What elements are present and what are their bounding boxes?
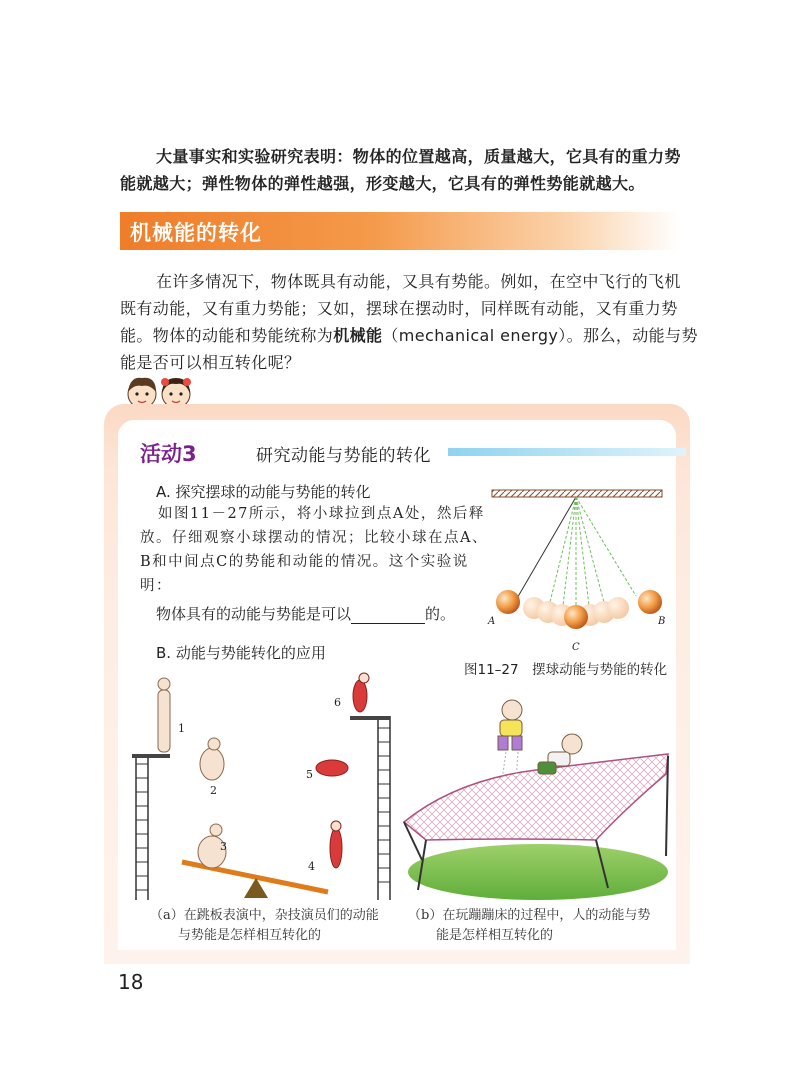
ball-position-c [564, 605, 588, 629]
section-title: 机械能的转化 [130, 221, 262, 245]
right-ladder [378, 716, 390, 900]
conclusion-prefix: 物体具有的动能与势能是可以 [156, 605, 352, 623]
left-ladder [136, 754, 148, 900]
springboard-figure [128, 668, 404, 902]
figure-a-caption [150, 906, 379, 946]
performer-number-2: 2 [210, 784, 217, 797]
jumping-child-1 [498, 700, 522, 750]
term-mechanical-energy: 机械能 [333, 326, 383, 345]
intro-paragraph [156, 143, 716, 170]
performer-number-3: 3 [220, 840, 227, 853]
pendulum-ceiling [492, 490, 662, 497]
paragraph-line-3 [120, 322, 698, 349]
figure-a-caption-line-2: 与势能是怎样相互转化的 [178, 928, 322, 943]
activity-title: 研究动能与势能的转化 [256, 446, 431, 466]
figure-11-27-caption: 图11–27 摆球动能与势能的转化 [464, 662, 668, 678]
part-b-heading: B. 动能与势能转化的应用 [156, 644, 326, 662]
intro-line-1: 大量事实和实验研究表明：物体的位置越高，质量越大，它具有的重力势 [156, 147, 681, 166]
figure-b-caption-line-1: （b）在玩蹦蹦床的过程中，人的动能与势 [408, 908, 651, 923]
figure-a-caption-line-1: （a）在跳板表演中，杂技演员们的动能 [150, 908, 379, 923]
figure-b-caption [408, 906, 650, 946]
page-number: 18 [118, 970, 144, 994]
part-a-line-4: 明： [140, 578, 172, 594]
paragraph-line-1: 在许多情况下，物体既具有动能，又具有势能。例如，在空中飞行的飞机 [156, 272, 681, 291]
paragraph-line-3-prefix: 能。物体的动能和势能统称为 [120, 326, 334, 345]
paragraph-line-4: 能是否可以相互转化呢？ [120, 353, 301, 372]
part-a-conclusion [156, 603, 455, 624]
ball-position-b [638, 590, 662, 614]
label-a: A [488, 616, 496, 627]
label-c: C [572, 642, 580, 653]
paragraph-line-2: 既有动能，又有重力势能；又如，摆球在摆动时，同样既有动能，又有重力势 [120, 299, 678, 318]
part-a-text [140, 502, 488, 598]
conclusion-suffix: 的。 [425, 605, 456, 623]
trampoline-figure [396, 690, 680, 902]
figure-b-caption-line-2: 能是怎样相互转化的 [436, 928, 554, 943]
performer-number-1: 1 [178, 722, 185, 735]
paragraph-line-3-suffix: （mechanical energy）。那么，动能与势 [382, 326, 698, 345]
part-a-line-1: 如图11－27所示，将小球拉到点A处，然后释 [158, 506, 485, 522]
intro-paragraph-cont [120, 170, 700, 197]
activity-label: 活动3 [140, 442, 197, 466]
grass-ground [408, 844, 668, 900]
part-a-line-3: B和中间点C的势能和动能的情况。这个实验说 [140, 554, 469, 570]
fill-in-blank [351, 605, 425, 624]
part-a-heading: A. 探究摆球的动能与势能的转化 [156, 483, 371, 501]
label-b: B [658, 616, 666, 627]
performer-number-5: 5 [306, 768, 313, 781]
activity-title-underline [448, 448, 686, 456]
performer-number-4: 4 [308, 860, 315, 873]
performer-number-6: 6 [334, 696, 341, 709]
intro-line-2: 能就越大；弹性物体的弹性越强，形变越大，它具有的弹性势能就越大。 [120, 174, 645, 193]
pendulum-figure [486, 486, 682, 656]
ball-position-a [496, 590, 520, 614]
part-a-line-2: 放。仔细观察小球摆动的情况；比较小球在点A、 [140, 530, 488, 546]
trampoline-net [404, 754, 668, 840]
